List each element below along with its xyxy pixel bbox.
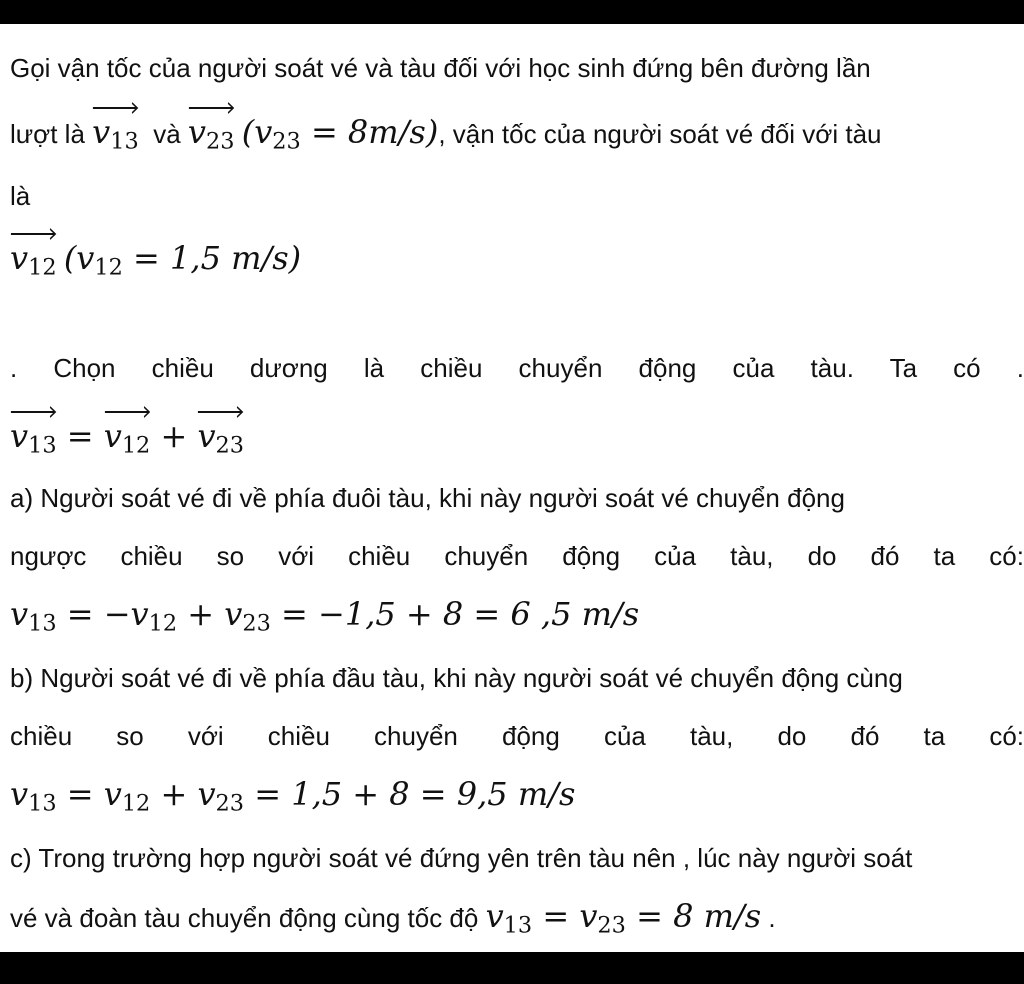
math-v12-value: ($v_{12} = 1,5$ m/s) — [63, 239, 302, 281]
paragraph-line-7: a) Người soát vé đi về phía đuôi tàu, khi này người soát vé chuyển động — [10, 483, 845, 513]
math-v23-value: $(v_{23} = 8m/s)$ — [241, 113, 439, 155]
vector-v12: $v_{12}$ — [104, 420, 151, 462]
paragraph-line-11: chiều so với chiều chuyển động của tàu, do đó ta có: — [10, 721, 1024, 751]
text-fragment: , vận tốc của người soát vé đối với tàu — [438, 119, 882, 149]
vector-arrow-icon — [10, 406, 57, 418]
paragraph-line-2 — [10, 113, 882, 158]
vector-v13: $v_{13}$ — [10, 420, 57, 462]
paragraph-line-14: vé và đoàn tàu chuyển động cùng tốc độ $v_{13} = v_{23} = 8$ m/s . — [10, 897, 776, 939]
vector-arrow-icon — [10, 228, 57, 240]
paragraph-line-3: là — [10, 181, 31, 211]
paragraph-line-5: . Chọn chiều dương là chiều chuyển động của tàu. Ta có . — [10, 353, 1024, 383]
vector-v13: $v_{13}$ — [92, 116, 139, 158]
vector-v23: $v_{23}$ — [188, 116, 235, 158]
vector-arrow-icon — [92, 102, 139, 114]
paragraph-line-13: c) Trong trường hợp người soát vé đứng yên trên tàu nên , lúc này người soát — [10, 843, 913, 873]
vector-arrow-icon — [104, 406, 151, 418]
paragraph-line-8: ngược chiều so với chiều chuyển động của tàu, do đó ta có: — [10, 541, 1024, 571]
vector-v12: $v_{12}$ — [10, 242, 57, 284]
equation-c: $v_{13} = v_{23} = 8$ m/s — [485, 897, 762, 939]
vector-arrow-icon — [188, 102, 235, 114]
paragraph-line-1: Gọi vận tốc của người soát vé và tàu đối với học sinh đứng bên đường lần — [10, 53, 871, 83]
vector-sum-equation: $v_{13}$ = $v_{12}$ + $v_{23}$ — [10, 420, 244, 462]
vector-arrow-icon — [197, 406, 244, 418]
text-fragment: lượt là — [10, 119, 85, 149]
text-fragment: và — [153, 119, 181, 149]
paragraph-line-10: b) Người soát vé đi về phía đầu tàu, khi này người soát vé chuyển động cùng — [10, 663, 903, 693]
equation-a: $v_{13} = -v_{12} + v_{23} = -1,5 + 8 = 6$ ,5 m/s — [10, 595, 640, 637]
document-page — [0, 24, 1024, 952]
equation-b: $v_{13} = v_{12} + v_{23} = 1,5 + 8 = 9,5$ m/s — [10, 775, 576, 817]
vector-v23: $v_{23}$ — [197, 420, 244, 462]
paragraph-line-4 — [10, 239, 302, 284]
